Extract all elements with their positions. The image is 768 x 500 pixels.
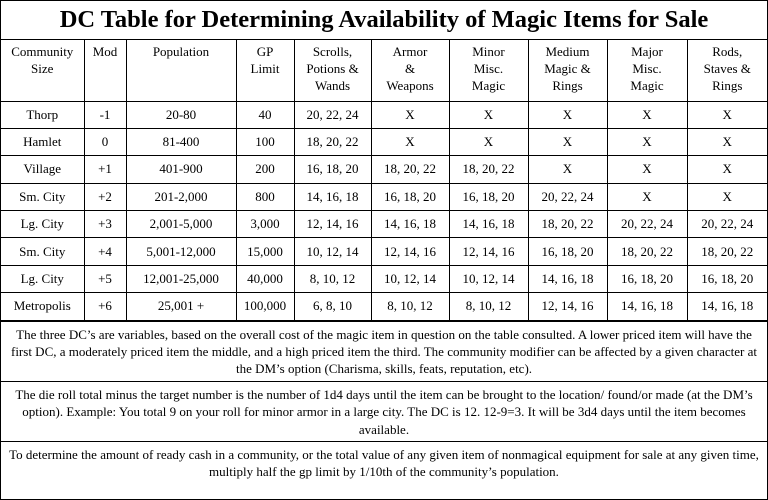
table-cell-scrolls-potions-wands: 14, 16, 18 xyxy=(294,183,371,210)
column-header-line: Mod xyxy=(92,44,118,59)
table-cell-mod: -1 xyxy=(84,101,126,128)
table-cell-minor-misc-magic: 8, 10, 12 xyxy=(449,293,528,320)
table-cell-minor-misc-magic: 18, 20, 22 xyxy=(449,156,528,183)
column-header-line: GP xyxy=(256,44,274,59)
column-header-line: Scrolls, xyxy=(312,44,353,59)
table-cell-mod: +3 xyxy=(84,211,126,238)
table-cell-mod: +6 xyxy=(84,293,126,320)
table-cell-scrolls-potions-wands: 6, 8, 10 xyxy=(294,293,371,320)
table-cell-mod: 0 xyxy=(84,128,126,155)
table-cell-gp-limit: 40,000 xyxy=(236,265,294,292)
column-header-line: Misc. xyxy=(473,61,504,77)
table-header-row xyxy=(1,40,767,101)
column-header-scrolls-potions-wands xyxy=(294,40,371,101)
table-cell-gp-limit: 100 xyxy=(236,128,294,155)
column-header-line: Limit xyxy=(250,61,280,77)
table-cell-community-size: Thorp xyxy=(1,101,84,128)
table-cell-rods-staves-rings: 14, 16, 18 xyxy=(687,293,767,320)
table-cell-medium-magic-rings: X xyxy=(528,156,607,183)
table-cell-rods-staves-rings: 18, 20, 22 xyxy=(687,238,767,265)
table-cell-major-misc-magic: X xyxy=(607,128,687,155)
table-cell-minor-misc-magic: 12, 14, 16 xyxy=(449,238,528,265)
table-cell-gp-limit: 40 xyxy=(236,101,294,128)
table-row xyxy=(1,293,767,320)
table-cell-gp-limit: 15,000 xyxy=(236,238,294,265)
table-cell-major-misc-magic: X xyxy=(607,101,687,128)
table-cell-population: 401-900 xyxy=(126,156,236,183)
table-cell-population: 20-80 xyxy=(126,101,236,128)
column-header-population xyxy=(126,40,236,101)
table-row xyxy=(1,156,767,183)
table-cell-major-misc-magic: 16, 18, 20 xyxy=(607,265,687,292)
table-cell-major-misc-magic: X xyxy=(607,156,687,183)
column-header-line: Medium xyxy=(545,44,590,59)
table-cell-gp-limit: 800 xyxy=(236,183,294,210)
table-cell-community-size: Metropolis xyxy=(1,293,84,320)
table-cell-population: 25,001 + xyxy=(126,293,236,320)
table-cell-community-size: Lg. City xyxy=(1,265,84,292)
column-header-line: & xyxy=(404,61,416,77)
column-header-armor-weapons xyxy=(371,40,449,101)
column-header-line: Minor xyxy=(472,44,505,59)
table-cell-scrolls-potions-wands: 20, 22, 24 xyxy=(294,101,371,128)
table-cell-armor-weapons: 18, 20, 22 xyxy=(371,156,449,183)
column-header-line: Rings xyxy=(712,78,743,94)
table-cell-mod: +4 xyxy=(84,238,126,265)
table-cell-rods-staves-rings: X xyxy=(687,156,767,183)
table-cell-population: 201-2,000 xyxy=(126,183,236,210)
table-cell-mod: +2 xyxy=(84,183,126,210)
table-row xyxy=(1,128,767,155)
table-cell-medium-magic-rings: 18, 20, 22 xyxy=(528,211,607,238)
table-row xyxy=(1,265,767,292)
table-cell-rods-staves-rings: 20, 22, 24 xyxy=(687,211,767,238)
column-header-mod xyxy=(84,40,126,101)
table-cell-gp-limit: 100,000 xyxy=(236,293,294,320)
table-cell-scrolls-potions-wands: 16, 18, 20 xyxy=(294,156,371,183)
table-cell-population: 12,001-25,000 xyxy=(126,265,236,292)
table-cell-scrolls-potions-wands: 10, 12, 14 xyxy=(294,238,371,265)
column-header-line: Community xyxy=(11,44,74,59)
table-cell-minor-misc-magic: 10, 12, 14 xyxy=(449,265,528,292)
table-cell-major-misc-magic: 14, 16, 18 xyxy=(607,293,687,320)
table-cell-minor-misc-magic: X xyxy=(449,101,528,128)
table-cell-gp-limit: 3,000 xyxy=(236,211,294,238)
table-cell-major-misc-magic: X xyxy=(607,183,687,210)
table-cell-rods-staves-rings: X xyxy=(687,101,767,128)
column-header-line: Rods, xyxy=(712,44,743,59)
note-dc-variables: The three DC’s are variables, based on the overall cost of the magic item in question on the table consulted. A lower priced item will have the first DC, a moderately priced item the middle, and a high priced item the third. The community modifier can be affected by a given character at the DM’s option (Charisma, skills, feats, reputation, etc). xyxy=(1,321,767,381)
column-header-line: Potions & xyxy=(306,61,359,77)
table-cell-rods-staves-rings: 16, 18, 20 xyxy=(687,265,767,292)
table-cell-mod: +5 xyxy=(84,265,126,292)
table-cell-mod: +1 xyxy=(84,156,126,183)
column-header-line: Major xyxy=(631,44,663,59)
column-header-medium-magic-rings xyxy=(528,40,607,101)
table-cell-population: 81-400 xyxy=(126,128,236,155)
table-cell-medium-magic-rings: 20, 22, 24 xyxy=(528,183,607,210)
table-cell-armor-weapons: 10, 12, 14 xyxy=(371,265,449,292)
note-ready-cash: To determine the amount of ready cash in a community, or the total value of any given item of nonmagical equipment for sale at any given time, multiply half the gp limit by 1/10th of the community’s population. xyxy=(1,441,767,484)
table-cell-armor-weapons: X xyxy=(371,128,449,155)
column-header-line: Magic xyxy=(471,78,506,94)
column-header-line: Armor xyxy=(392,44,428,59)
table-cell-rods-staves-rings: X xyxy=(687,128,767,155)
table-cell-community-size: Sm. City xyxy=(1,238,84,265)
table-cell-major-misc-magic: 20, 22, 24 xyxy=(607,211,687,238)
column-header-line: Magic & xyxy=(544,61,591,77)
column-header-line: Wands xyxy=(314,78,351,94)
table-cell-minor-misc-magic: 14, 16, 18 xyxy=(449,211,528,238)
table-row xyxy=(1,183,767,210)
table-cell-population: 5,001-12,000 xyxy=(126,238,236,265)
table-cell-armor-weapons: X xyxy=(371,101,449,128)
table-row xyxy=(1,101,767,128)
note-die-roll: The die roll total minus the target number is the number of 1d4 days until the item can be brought to the location/ found/or made (at the DM’s option). Example: You total 9 on your roll for minor armor in a large city. The DC is 12. 12-9=3. It will be 3d4 days until the item becomes available. xyxy=(1,381,767,441)
column-header-line: Rings xyxy=(552,78,583,94)
table-cell-rods-staves-rings: X xyxy=(687,183,767,210)
table-cell-medium-magic-rings: 16, 18, 20 xyxy=(528,238,607,265)
table-cell-medium-magic-rings: 14, 16, 18 xyxy=(528,265,607,292)
table-cell-minor-misc-magic: 16, 18, 20 xyxy=(449,183,528,210)
table-cell-scrolls-potions-wands: 12, 14, 16 xyxy=(294,211,371,238)
column-header-minor-misc-magic xyxy=(449,40,528,101)
column-header-gp-limit xyxy=(236,40,294,101)
table-cell-armor-weapons: 14, 16, 18 xyxy=(371,211,449,238)
column-header-major-misc-magic xyxy=(607,40,687,101)
table-cell-medium-magic-rings: X xyxy=(528,101,607,128)
table-cell-community-size: Village xyxy=(1,156,84,183)
table-row xyxy=(1,238,767,265)
column-header-line: Magic xyxy=(630,78,664,94)
table-cell-community-size: Lg. City xyxy=(1,211,84,238)
column-header-line: Misc. xyxy=(632,61,662,77)
table-cell-gp-limit: 200 xyxy=(236,156,294,183)
notes-section xyxy=(1,321,767,484)
table-body xyxy=(1,101,767,320)
table-cell-armor-weapons: 8, 10, 12 xyxy=(371,293,449,320)
column-header-line: Weapons xyxy=(386,78,434,94)
table-cell-scrolls-potions-wands: 18, 20, 22 xyxy=(294,128,371,155)
column-header-community-size xyxy=(1,40,84,101)
column-header-line: Population xyxy=(152,44,210,59)
table-cell-major-misc-magic: 18, 20, 22 xyxy=(607,238,687,265)
table-cell-scrolls-potions-wands: 8, 10, 12 xyxy=(294,265,371,292)
table-cell-community-size: Hamlet xyxy=(1,128,84,155)
column-header-line: Size xyxy=(31,61,54,77)
table-cell-minor-misc-magic: X xyxy=(449,128,528,155)
table-cell-armor-weapons: 12, 14, 16 xyxy=(371,238,449,265)
column-header-rods-staves-rings xyxy=(687,40,767,101)
table-cell-population: 2,001-5,000 xyxy=(126,211,236,238)
table-cell-medium-magic-rings: X xyxy=(528,128,607,155)
availability-table xyxy=(1,40,767,321)
column-header-line: Staves & xyxy=(703,61,751,77)
page-title: DC Table for Determining Availability of Magic Items for Sale xyxy=(1,1,767,40)
table-cell-armor-weapons: 16, 18, 20 xyxy=(371,183,449,210)
table-cell-community-size: Sm. City xyxy=(1,183,84,210)
table-row xyxy=(1,211,767,238)
table-cell-medium-magic-rings: 12, 14, 16 xyxy=(528,293,607,320)
